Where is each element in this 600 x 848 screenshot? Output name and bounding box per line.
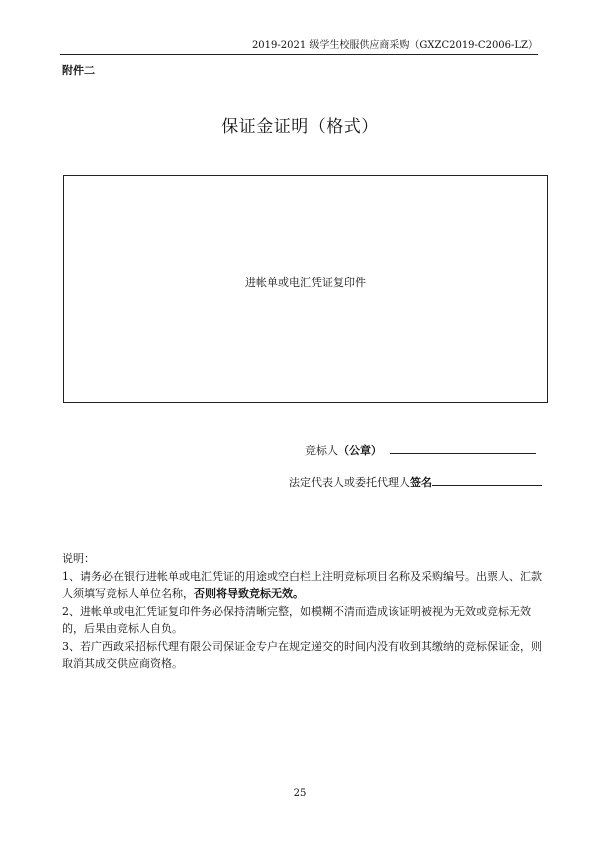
- page-header: [60, 40, 538, 55]
- representative-label: 法定代表人或委托代理人: [289, 476, 410, 489]
- note-item-1-text: 1、请务必在银行进帐单或电汇凭证的用途或空白栏上注明竞标项目名称及采购编号。出票人、汇款人须填写竞标人单位名称，: [62, 569, 542, 600]
- representative-signature-row: [289, 474, 542, 490]
- bidder-seal-label: （公章）: [338, 444, 382, 457]
- notes-heading: 说明：: [62, 552, 95, 565]
- header-project-title: 2019-2021 级学生校服供应商采购（GXZC2019-C2006-LZ）: [251, 40, 538, 51]
- receipt-copy-label: 进帐单或电汇凭证复印件: [245, 276, 366, 289]
- document-title: 保证金证明（格式）: [221, 117, 379, 137]
- receipt-copy-box: [63, 175, 548, 403]
- bidder-label: 竞标人: [305, 444, 338, 457]
- attachment-label: 附件二: [62, 64, 95, 77]
- note-item-1: [62, 568, 552, 603]
- bidder-seal-line: [390, 442, 536, 454]
- bidder-signature-row: [305, 442, 536, 458]
- representative-sign-line: [432, 474, 542, 486]
- notes-section: [62, 550, 552, 673]
- representative-sign-label: 签名: [410, 476, 432, 489]
- note-item-2: 2、进帐单或电汇凭证复印件务必保持清晰完整，如模糊不清而造成该证明被视为无效或竞标无效的，后果由竞标人自负。: [62, 604, 531, 635]
- page-number: 25: [293, 788, 307, 799]
- note-item-3: 3、若广西政采招标代理有限公司保证金专户在规定递交的时间内没有收到其缴纳的竞标保证金，则取消其成交供应商资格。: [62, 639, 542, 670]
- note-item-1-warning: 否则将导致竞标无效。: [194, 587, 304, 600]
